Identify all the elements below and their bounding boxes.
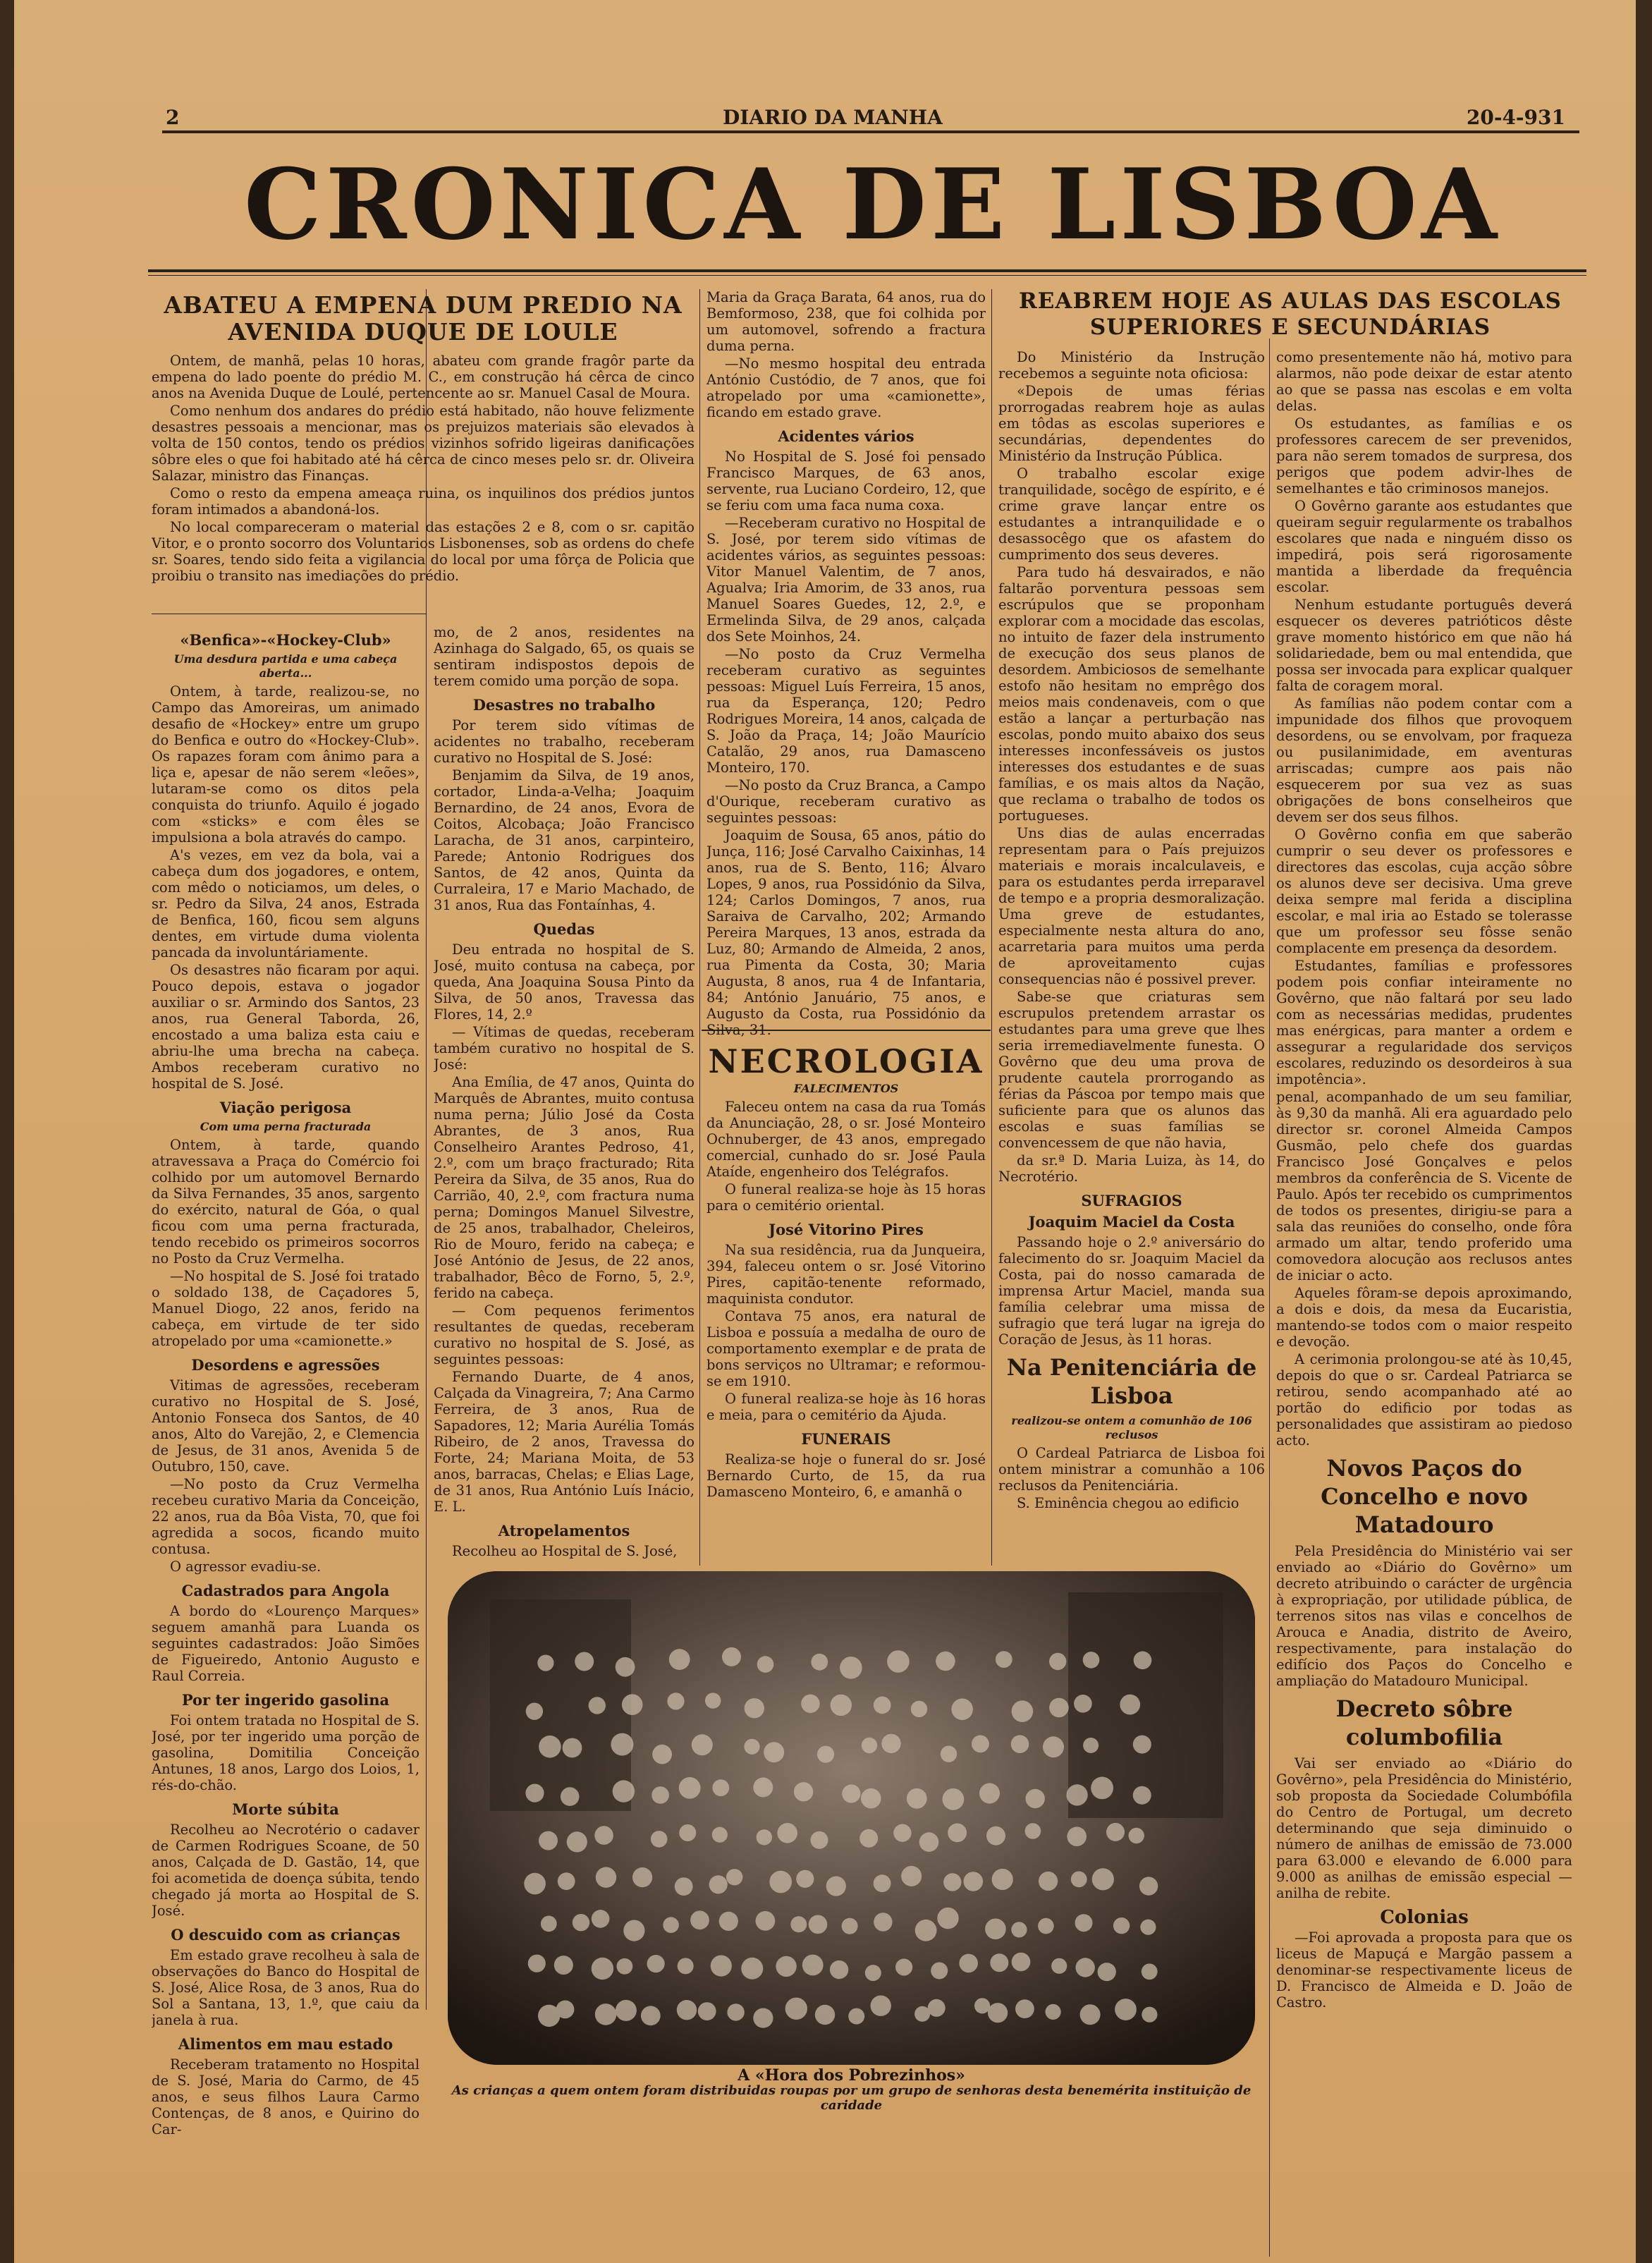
photo-figure-head: [561, 1787, 580, 1806]
newspaper-page: [14, 0, 1636, 2263]
photo-figure-head: [698, 2002, 716, 2020]
photo-figure-head: [526, 1703, 543, 1720]
photo-figure-head: [1071, 1872, 1087, 1888]
photo-figure-head: [1133, 1736, 1151, 1754]
photo-figure-head: [1142, 2007, 1157, 2023]
photo-figure-head: [1106, 1823, 1125, 1841]
photo-figure-head: [871, 1996, 891, 2016]
photo-figure-head: [722, 1647, 741, 1666]
photo-figure-head: [1025, 1823, 1041, 1839]
photo-figure-head: [986, 1826, 1005, 1846]
paragraph: Vitimas de agressões, receberam curativo no Hospital de S. José, Antonio Fonseca dos Santos, de 40 anos, Alto do Varejão, 2, e Clemencia de Jesus, de 31 anos, Avenida 5 de Outubro, 150, cave.: [152, 1377, 420, 1475]
paragraph: —Foi aprovada a proposta para que os liceus de Mapuçá e Margão passem a denominar-se respectivamente liceus de D. Francisco de Almeida e D. João de Castro.: [1276, 1929, 1572, 2011]
photo-figure-head: [796, 1870, 814, 1888]
photo-figure-head: [1129, 1828, 1144, 1843]
page-number: 2: [166, 106, 180, 129]
photo-figure-head: [943, 1788, 965, 1810]
photo-block: [448, 1571, 1255, 2113]
masthead-rule: [148, 269, 1586, 272]
paragraph: Por terem sido vítimas de acidentes no trabalho, receberam curativo no Hospital de S. José:: [434, 717, 695, 766]
subhead: Colonias: [1380, 1907, 1469, 1928]
photo-figure-head: [979, 1783, 1000, 1804]
photo-figure-head: [881, 1734, 900, 1753]
newspaper-name: DIARIO DA MANHA: [723, 106, 943, 129]
paragraph: penal, acompanhado de um seu familiar, às 9,30 da manhã. Ali era aguardado pelo director sr. coronel Almeida Campos Gusmão, pelo chefe dos guardas Francisco José Gonçalves e pelos membros da conferência de S. Vicente de Paulo. Após ter recebido os cumprimentos de todos os presentes, dirigiu-se para a sala das reuniões do conselho, onde fôra armado um altar, tendo proferido uma comovedora alocução aos reclusos antes de iniciar o acto.: [1276, 1089, 1572, 1283]
photo-figure-head: [840, 1657, 862, 1679]
paragraph: Do Ministério da Instrução recebemos a seguinte nota oficiosa:: [998, 349, 1265, 382]
photo-figure-head: [862, 1738, 877, 1753]
photo-figure-head: [1092, 1868, 1114, 1890]
photo-figure-head: [1120, 1695, 1140, 1715]
photo-figure-head: [613, 1780, 635, 1802]
subhead: «Benfica»-«Hockey-Club»: [180, 631, 391, 649]
paragraph: Para tudo há desvairados, e não faltarão porventura pessoas sem escrúpulos que se proponham explorar com a mocidade das escolas, no intuito de fazer dela instrumento de execução dos seus planos de desordem. Ambiciosos de semelhante estofo não hesitam no emprêgo dos meios mais condenaveis, com o que estão a lançar a perturbação nas escolas, pondo muito abaixo dos seus interesses inconfessáveis os justos interesses dos estudantes e de suas famílias, e os mais altos da Nação, que reclama o trabalho de todos os portugueses.: [998, 564, 1265, 824]
photo-figure-head: [959, 1954, 978, 1973]
photo-figure-head: [1046, 2004, 1061, 2020]
photo-figure-head: [809, 1915, 828, 1934]
paragraph: Fernando Duarte, de 4 anos, Calçada da Vinagreira, 7; Ana Carmo Ferreira, de 3 anos, Rua de Sapadores, 12; Maria Aurélia Tomás Ribeiro, de 2 anos, Travessa do Forte, 24; Mariana Moita, de 53 anos, barracas, Chelas; e Elias Lage, de 31 anos, Rua António Luís Inácio, E. L.: [434, 1369, 695, 1515]
photo-figure-head: [611, 1733, 633, 1756]
subhead: Alimentos em mau estado: [178, 2035, 393, 2053]
photo-figure-head: [811, 1831, 828, 1849]
section-masthead: CRONICA DE LISBOA: [244, 147, 1501, 262]
photo-figure-head: [1049, 1698, 1069, 1718]
photo-figure-head: [528, 1955, 546, 1972]
paragraph: Faleceu ontem na casa da rua Tomás da Anunciação, 28, o sr. José Monteiro Ochnuberger, de 43 anos, empregado comercial, cunhado do sr. José Paula Ataíde, engenheiro dos Telégrafos.: [706, 1099, 986, 1180]
photo-figure-head: [675, 1877, 693, 1896]
column-2: [434, 624, 695, 1562]
photo-figure-head: [1043, 1736, 1064, 1757]
photo-figure-head: [592, 1958, 613, 1980]
photo-figure-head: [826, 1877, 846, 1896]
photo-figure-head: [558, 1872, 575, 1890]
photo-figure-head: [1142, 1963, 1158, 1980]
photo-figure-head: [831, 1695, 852, 1716]
photo-figure-head: [622, 1694, 643, 1715]
subhead: Viação perigosa: [219, 1099, 352, 1116]
paragraph: Aqueles fôram-se depois aproximando, a dois e dois, da mesa da Eucaristia, mantendo-se todos com o maior respeito e devoção.: [1276, 1285, 1572, 1350]
paragraph: O Cardeal Patriarca de Lisboa foi ontem ministrar a comunhão a 106 reclusos da Penitenciária.: [998, 1445, 1265, 1494]
paragraph: «Depois de umas férias prorrogadas reabrem hoje as aulas em tôdas as escolas superiores e secundárias, dependentes do Ministério da Instrução Pública.: [998, 383, 1265, 464]
photo-figure-head: [964, 1872, 984, 1891]
column-5: [1276, 349, 1572, 2257]
paragraph: Como o resto da empena ameaça ruina, os inquilinos dos prédios juntos foram intimados a abandoná-los.: [152, 485, 695, 518]
photo-figure-head: [776, 1956, 796, 1977]
subhead: FUNERAIS: [801, 1430, 891, 1448]
photo-figure-head: [907, 1788, 927, 1809]
paragraph: O agressor evadiu-se.: [170, 1559, 322, 1575]
photo-figure-head: [1139, 1877, 1158, 1895]
subhead: Desordens e agressões: [191, 1356, 380, 1374]
photo-figure-head: [936, 1652, 955, 1671]
paragraph: Os desastres não ficaram por aqui. Pouco depois, estava o jogador auxiliar o sr. Armindo dos Santos, 23 anos, rua General Taborda, 26, encostado a uma baliza esta caiu e abriu-lhe uma brecha na cabeça. Ambos receberam curativo no hospital de S. José.: [152, 962, 420, 1092]
photo-figure-head: [616, 1657, 635, 1677]
paragraph: Estudantes, famílias e professores podem pois confiar inteiramente no Govêrno, que não faltará por seu lado com as necessárias medidas, prudentes mas enérgicas, para manter a ordem e assegurar a regularidade dos serviços escolares, reduzindo os desordeiros à sua impotência».: [1276, 958, 1572, 1087]
photo-figure-head: [911, 1701, 927, 1717]
paragraph: O Govêrno garante aos estudantes que queiram seguir regularmente os trabalhos escolares que nada e ninguém disso os impedirá, pois será rigorosamente mantida a liberdade da frequência escolar.: [1276, 498, 1572, 595]
photo-figure-head: [1051, 1958, 1067, 1974]
photo-figure-head: [1075, 1914, 1093, 1932]
photo-figure-head: [669, 1649, 690, 1670]
photo-figure-head: [937, 1908, 958, 1929]
photo-figure-head: [1091, 1777, 1113, 1800]
photo-figure-head: [1076, 1958, 1095, 1977]
subhead: Quedas: [533, 920, 595, 938]
paragraph: Vai ser enviado ao «Diário do Govêrno», pela Presidência do Ministério, sob proposta da Sociedade Columbófila do Centro de Portugal, um decreto determinando que seja diminuido o número de anilhas de emissão de 73.000 para 63.000 e elevando de 6.000 para 9.000 as anilhas de emissão especial — anilha de rebite.: [1276, 1755, 1572, 1901]
paragraph: A's vezes, em vez da bola, vai a cabeça dum dos jogadores, e ontem, com mêdo o noticiamos, um deles, o sr. Pedro da Silva, 24 anos, Estrada de Benfica, 160, ficou sem alguns dentes, em virtude duma violenta pancada da involuntáriamente.: [152, 847, 420, 960]
photo-figure-head: [1113, 1917, 1130, 1934]
paragraph: Como nenhum dos andares do prédio está habitado, não houve felizmente desastres pessoais a mencionar, mas os prejuizos materiais são elevados à volta de 150 contos, tendo os prédios vizinhos sofrido ligeiras danificações sôbre eles o que foi habitado até há cêrca de cinco meses pelo sr. dr. Oliveira Salazar, ministro das Finanças.: [152, 403, 695, 484]
photo-figure-head: [1133, 1786, 1151, 1805]
photo-figure-head: [652, 1745, 672, 1764]
issue-date: 20-4-931: [1466, 106, 1565, 129]
subhead: Desastres no trabalho: [472, 696, 656, 714]
paragraph: Joaquim de Sousa, 65 anos, pátio do Junça, 116; José Carvalho Caixinhas, 14 anos, rua de S. Bento, 116; Álvaro Lopes, 9 anos, rua Possidónio da Silva, 124; Carlos Domingos, 7 anos, rua Saraiva de Carvalho, 202; Armando Pereira Marques, 13 anos, estrada da Luz, 80; Armando de Almeida, 2 anos, rua Pimenta da Costa, 30; Maria Augusta, 8 anos, rua 4 de Infantaria, 84; António Januário, 75 anos, e Augusto da Costa, rua Possidónio da Silva, 31.: [706, 827, 986, 1038]
photo-figure-head: [539, 1736, 561, 1758]
subhead: Acidentes vários: [778, 427, 914, 445]
photo-figure-head: [556, 2001, 575, 2019]
photo-figure-head: [692, 1734, 713, 1755]
photo-figure-head: [865, 1965, 881, 1981]
subhead: SUFRAGIOS: [1081, 1192, 1182, 1209]
photo-figure-head: [1039, 1872, 1058, 1891]
photo-figure-head: [647, 1955, 665, 1972]
photo-figure-head: [679, 1824, 696, 1841]
paragraph: Recolheu ao Hospital de S. José,: [452, 1543, 678, 1559]
photo-figure-head: [848, 2008, 864, 2025]
photo-illustration: [448, 1571, 1255, 2065]
photo-figure-head: [901, 1866, 922, 1886]
article-empena: [152, 289, 695, 621]
subhead: Atropelamentos: [498, 1522, 630, 1539]
photo-figure-head: [943, 1873, 961, 1891]
paragraph: Passando hoje o 2.º aniversário do falecimento do sr. Joaquim Maciel da Costa, pai do nosso camarada de imprensa Artur Maciel, manda sua família celebrar uma missa de sufragio que terá lugar na igreja do Coração de Jesus, às 11 horas.: [998, 1234, 1265, 1348]
column-4: [998, 349, 1265, 1562]
photo-figure-head: [974, 1998, 990, 2013]
kicker: Com uma perna fracturada: [200, 1120, 372, 1133]
paragraph: Receberam tratamento no Hospital de S. José, Maria do Carmo, de 45 anos, e seus filhos Laura Carmo Contenças, de 8 anos, e Quirino do Car-: [152, 2056, 420, 2137]
photo-figure-head: [972, 1736, 989, 1753]
paragraph: Benjamim da Silva, de 19 anos, cortador, Linda-a-Velha; Joaquim Bernardino, de 24 anos, Evora de Coitos, Alcobaça; João Francisco Laracha, de 31 anos, carpinteiro, Parede; Antonio Rodrigues dos Santos, de 42 anos, Quinta da Curraleira, 17 e Mario Machado, de 31 anos, Rua das Fontaínhas, 4.: [434, 767, 695, 913]
photo-figure-head: [941, 1746, 957, 1762]
subhead: O descuido com as crianças: [171, 1926, 400, 1944]
photo-caption-text: As crianças a quem ontem foram distribuidas roupas por um grupo de senhoras desta benemérita instituição de caridade: [451, 2083, 1252, 2113]
photo-figure-head: [931, 1963, 948, 1980]
page-header: [152, 106, 1593, 129]
paragraph: Em estado grave recolheu à sala de observações do Banco do Hospital de S. José, Alice Rosa, de 3 anos, Rua do Sol a Santana, 13, 1.º, que caiu da janela à rua.: [152, 1947, 420, 2028]
photo-figure-head: [928, 1999, 946, 2017]
photo-figure-head: [541, 1916, 557, 1932]
photo-figure-head: [1067, 1784, 1088, 1805]
photo-figure-head: [705, 1692, 721, 1708]
photo-figure-head: [1026, 1789, 1045, 1808]
paragraph: —No mesmo hospital deu entrada António Custódio, de 7 anos, que foi atropelado por uma «camionette», ficando em estado grave.: [706, 355, 986, 420]
photo-figure-head: [874, 1874, 891, 1892]
photo-figure-head: [690, 1910, 709, 1929]
headline-empena: ABATEU A EMPENA DUM PREDIO NA AVENIDA DUQUE DE LOULE: [164, 291, 683, 346]
photo-figure-head: [1038, 1918, 1054, 1934]
paragraph: A cerimonia prolongou-se até às 10,45, depois do que o sr. Cardeal Patriarca se retirou, sendo acompanhado até ao portão do edificio por todas as personalidades que assistiram ao piedoso acto.: [1276, 1351, 1572, 1448]
photo-figure-head: [1015, 1999, 1034, 2018]
paragraph: como presentemente não há, motivo para alarmos, não pode deixar de estar atento ao que se passa nas escolas e em volta delas.: [1276, 349, 1572, 414]
paragraph: Na sua residência, rua da Junqueira, 394, faleceu ontem o sr. José Vitorino Pires, capitão-tenente reformado, maquinista condutor.: [706, 1242, 986, 1307]
photo-figure-head: [1080, 2004, 1101, 2025]
photo-figure-head: [726, 1869, 742, 1885]
paragraph: O funeral realiza-se hoje às 15 horas para o cemitério oriental.: [706, 1181, 986, 1214]
photo-figure-head: [595, 2003, 617, 2025]
photo-figure-head: [801, 1695, 819, 1713]
photo-figure-head: [988, 2003, 1008, 2023]
paragraph: Maria da Graça Barata, 64 anos, rua do Bemformoso, 238, que foi colhida por um automovel, sofrendo a fractura duma perna.: [706, 289, 986, 354]
photo-figure-head: [811, 1654, 828, 1671]
paragraph: Deu entrada no hospital de S. José, muito contusa na cabeça, por queda, Ana Joaquina Sousa Pinto da Silva, de 50 anos, Travessa das Flores, 14, 2.º: [434, 941, 695, 1023]
photo-figure-head: [790, 1916, 807, 1932]
photo-figure-head: [830, 1960, 848, 1979]
photo-figure-head: [617, 1958, 633, 1975]
photo-figure-head: [679, 1777, 701, 1799]
headline-aulas: REABREM HOJE AS AULAS DAS ESCOLAS SUPERIORES E SECUNDÁRIAS: [1019, 288, 1562, 340]
photo-figure-head: [573, 1914, 589, 1931]
photo-figure-head: [802, 1955, 824, 1976]
photo-figure-head: [915, 1920, 937, 1941]
subhead: Cadastrados para Angola: [181, 1582, 390, 1599]
photo-figure-head: [893, 1824, 911, 1842]
photo-figure-head: [1083, 1738, 1099, 1753]
photo-figure-head: [1074, 1695, 1092, 1713]
photo-figure-head: [651, 1786, 669, 1804]
photo-figure-head: [678, 1958, 694, 1974]
photo-figure-head: [1012, 1953, 1031, 1972]
photo-figure-head: [554, 1956, 573, 1975]
headline-decreto: Decreto sôbre columbofilia: [1335, 1695, 1513, 1750]
photo-figure-head: [842, 1918, 858, 1934]
paragraph: da sr.ª D. Maria Luiza, às 14, do Necrotério.: [998, 1152, 1265, 1185]
kicker: Uma desdura partida e uma cabeça aberta...: [173, 652, 398, 680]
masthead-rule-thin: [148, 275, 1586, 276]
photo-figure-head: [859, 1829, 878, 1848]
photo-figure-head: [996, 1651, 1012, 1668]
subhead: Por ter ingerido gasolina: [181, 1691, 390, 1709]
paragraph: — Vítimas de quedas, receberam também curativo no hospital de S. José:: [434, 1024, 695, 1073]
photo-figure-head: [842, 1784, 860, 1803]
photo-figure-head: [632, 1867, 652, 1887]
paragraph: Pela Presidência do Ministério vai ser enviado ao «Diário do Govêrno» um decreto atribuindo o carácter de urgência à expropriação, por utilidade pública, de terrenos sitos nas vilas e concelhos de Arouca e Anadia, distrito de Aveiro, respectivamente, para instalação do edifício dos Paços do Concelho e ampliação do Matadouro Municipal.: [1276, 1543, 1572, 1689]
photo-figure-head: [753, 2008, 773, 2028]
photo-figure-head: [709, 1875, 728, 1893]
column-1: [152, 624, 420, 2257]
kicker: FALECIMENTOS: [793, 1082, 899, 1095]
photo-figure-head: [727, 2003, 744, 2020]
paragraph: mo, de 2 anos, residentes na Azinhaga do Salgado, 65, os quais se sentiram indispostos depois de terem comido uma porção de sopa.: [434, 624, 695, 689]
photo-figure-head: [525, 1784, 544, 1803]
photo-figure-head: [616, 2000, 637, 2021]
photo-figure-head: [764, 1742, 784, 1762]
paragraph: No local compareceram o material das estações 2 e 8, com o sr. capitão Vitor, e o pronto socorro dos Voluntarios Lisbonenses, sob as ordens do chefe sr. Soares, tendo sido feita a vigilancia do local por uma fôrça de Policia que proibiu o transito nas imediações do prédio.: [152, 519, 695, 584]
photo-figure-head: [667, 1692, 684, 1709]
paragraph: Realiza-se hoje o funeral do sr. José Bernardo Curto, de 15, da rua Damasceno Monteiro, 6, e amanhã o: [706, 1451, 986, 1500]
paragraph: —No posto da Cruz Branca, a Campo d'Ourique, receberam curativo as seguintes pessoas:: [706, 777, 986, 826]
photo-figure-head: [756, 1911, 776, 1931]
paragraph: O funeral realiza-se hoje às 16 horas e meia, para o cemitério da Ajuda.: [706, 1391, 986, 1423]
subhead: José Vitorino Pires: [769, 1221, 924, 1238]
paragraph: Contava 75 anos, era natural de Lisboa e possuía a medalha de ouro de comportamento exemplar e de prata de bons serviços no Ultramar; e reformou-se em 1910.: [706, 1308, 986, 1389]
photo-figure-head: [757, 1829, 772, 1845]
paragraph: Sabe-se que criaturas sem escrupulos pretendem arrastar os estudantes para uma greve que lhes seria irremediavelmente funesta. O Govêrno que deu uma prova de prudente cautela prorrogando as férias da Páscoa por tempo mais que suficiente para que os alunos das escolas e suas famílias se convencessem de que não havia,: [998, 989, 1265, 1151]
photo-figure-head: [567, 1831, 587, 1852]
photo-figure-head: [712, 1779, 729, 1796]
column-divider: [699, 289, 700, 1566]
section-title-necrologia: NECROLOGIA: [708, 1042, 984, 1080]
photo-figure-head: [537, 1655, 553, 1671]
photo-figure-head: [753, 1778, 773, 1798]
paragraph: No Hospital de S. José foi pensado Francisco Marques, de 63 anos, servente, rua Luciano Cordeiro, 12, que se feriu com uma faca numa coxa.: [706, 449, 986, 513]
photo-figure-head: [1140, 1920, 1156, 1935]
article-aulas-header: [998, 286, 1583, 342]
photo-figure-head: [651, 1831, 668, 1848]
column-3: [706, 289, 986, 1562]
paragraph: A bordo do «Lourenço Marques» seguem amanhã para Luanda os seguintes cadastrados: João Simões de Figueiredo, Antonio Augusto e Raul Correia.: [152, 1603, 420, 1684]
paragraph: S. Eminência chegou ao edificio: [1017, 1495, 1240, 1511]
photo-figure-head: [641, 2006, 661, 2025]
photo-figure-head: [575, 1652, 594, 1671]
headline-penitenciaria: Na Penitenciária de Lisboa: [1006, 1354, 1257, 1409]
photo-figure-head: [1012, 1700, 1034, 1722]
photo-figure-head: [596, 1867, 616, 1888]
paragraph: —No posto da Cruz Vermelha receberam curativo as seguintes pessoas: Miguel Luís Ferreira, 15 anos, rua da Esperança, 120; Pedro Rodrigues Moreira, 14 anos, calçada de S. João da Praça, 14; João Maurício Catalão, 29 anos, rua Damasceno Monteiro, 170.: [706, 646, 986, 776]
paragraph: Recolheu ao Necrotério o cadaver de Carmen Rodrigues Scoane, de 50 anos, Calçada de D. Gastão, 14, que foi acometida de doença súbita, tendo chegado já morta ao Hospital de S. José.: [152, 1822, 420, 1919]
photo-figure-head: [985, 1919, 1006, 1940]
photo-figure-head: [769, 1871, 792, 1893]
photo-figure-head: [919, 1832, 939, 1852]
group-photo-children: [448, 1571, 1255, 2065]
paragraph: Foi ontem tratada no Hospital de S. José, por ter ingerido uma porção de gasolina, Domitilia Conceição Antunes, 18 anos, Largo dos Loios, 1, rés-do-chão.: [152, 1712, 420, 1793]
photo-figure-head: [757, 1656, 774, 1673]
photo-figure-head: [777, 1823, 797, 1843]
photo-figure-head: [719, 1912, 738, 1931]
photo-figure-head: [1049, 1653, 1066, 1670]
column-divider: [991, 289, 992, 1566]
photo-figure-head: [677, 2000, 697, 2020]
photo-figure-head: [815, 2005, 835, 2025]
photo-figure-head: [744, 1739, 759, 1755]
photo-figure-head: [951, 1699, 973, 1721]
photo-figure-head: [592, 1910, 610, 1928]
photo-figure-head: [1098, 1963, 1116, 1981]
paragraph: O trabalho escolar exige tranquilidade, socêgo de espírito, e é crime grave lançar entre os estudantes a intranquilidade e o desassocêgo que os afastem do cumprimento dos seus deveres.: [998, 465, 1265, 563]
paragraph: Ontem, de manhã, pelas 10 horas, abateu com grande fragôr parte da empena do lado poente do prédio M. C., em construção há cêrca de cinco anos na Avenida Duque de Loulé, pertencente ao sr. Manuel Casal de Moura.: [152, 353, 695, 401]
photo-figure-head: [874, 1913, 892, 1931]
photo-figure-head: [794, 1782, 813, 1801]
photo-figure-head: [1011, 1922, 1027, 1937]
photo-figure-head: [990, 1953, 1008, 1972]
photo-figure-head: [623, 1920, 644, 1941]
paragraph: Ana Emília, de 47 anos, Quinta do Marquês de Abrantes, muito contusa numa perna; Júlio José da Costa Abrantes, de 3 anos, Rua Conselheiro Arantes Pedroso, 41, 2.º, com um braço fracturado; Rita Pereira da Silva, de 35 anos, Rua do Carrião, 40, 2.º, com fractura numa perna; Domingos Manuel Silvestre, de 25 anos, trabalhador, Cheleiros, Rio de Mouro, ferido na cabeça; e José António de Jesus, de 22 anos, trabalhador, Bêco de Forno, 5, 2.º, ferido na cabeça.: [434, 1074, 695, 1301]
photo-figure-head: [711, 1956, 732, 1977]
paragraph: Uns dias de aulas encerradas representam para o País prejuizos materiais e morais incalculaveis, e para os estudantes perda irreparavel de tempo e a propria desmoralização. Uma greve de estudantes, especialmente nesta altura do ano, acarretaria para muitos uma perda de aproveitamento cujas consequencias não é possivel prever.: [998, 825, 1265, 987]
kicker: realizou-se ontem a comunhão de 106 reclusos: [1011, 1414, 1252, 1441]
photo-figure-head: [712, 1827, 728, 1843]
photo-figure-head: [539, 1831, 558, 1850]
paragraph: Ontem, à tarde, realizou-se, no Campo das Amoreiras, um animado desafio de «Hockey» entre um grupo do Benfica e outro do «Hockey-Club». Os rapazes foram com ânimo para a liça e, apesar de não serem «leões», lutaram-se como os ditos pela conquista do triunfo. Aquilo é jogado com «sticks» e com êles se impulsiona a bola através do campo.: [152, 683, 420, 846]
photo-figure-head: [1067, 1826, 1087, 1846]
headline-pacos: Novos Paços do Concelho e novo Matadouro: [1321, 1455, 1528, 1538]
photo-figure-head: [817, 1746, 834, 1763]
photo-figure-head: [861, 1788, 881, 1809]
paragraph: As famílias não podem contar com a impunidade dos filhos que provoquem desordens, ou se envolvam, por fraqueza ou pusilanimidade, em aventuras arriscadas; cumpre aos pais não esquecerem por sua vez as suas obrigações de bons conselheiros que devem ser dos seus filhos.: [1276, 695, 1572, 825]
header-rule: [162, 130, 1579, 133]
subhead: Morte súbita: [232, 1800, 339, 1818]
photo-figure-head: [785, 1998, 807, 2020]
photo-figure-head: [741, 1958, 763, 1980]
paragraph: Nenhum estudante português deverá esquecer os deveres patrióticos dêste grave momento histórico em que não há solidariedade, bem ou mal entendida, que possa ser invocada para explicar qualquer falta de coragem moral.: [1276, 597, 1572, 694]
photo-caption-title: A «Hora dos Pobrezinhos»: [738, 2066, 965, 2085]
photo-figure-head: [948, 1824, 967, 1843]
column-divider: [1269, 338, 1270, 2257]
photo-figure-head: [895, 1958, 912, 1975]
photo-figure-head: [1011, 1735, 1029, 1753]
paragraph: —No posto da Cruz Vermelha recebeu curativo Maria da Conceição, 22 anos, rua da Bôa Vista, 70, que foi agredida a socos, ficando muito contusa.: [152, 1476, 420, 1557]
photo-figure-head: [887, 1650, 910, 1673]
photo-figure-head: [1115, 1999, 1137, 2020]
photo-figure-head: [874, 1697, 891, 1714]
photo-figure-head: [992, 1869, 1013, 1890]
photo-figure-head: [563, 1738, 582, 1758]
paragraph: O Govêrno confia em que saberão cumprir o seu dever os professores e directores das escolas, cuja acção sôbre os alunos deve ser decisiva. Uma greve deixa sempre mal ferida a disciplina escolar, e mal iria ao Estado se tolerasse que um professor seu fôsse senão complacente em presença da desordem.: [1276, 826, 1572, 956]
photo-figure-head: [1134, 1652, 1152, 1670]
photo-figure-head: [524, 1873, 546, 1895]
paragraph: — Com pequenos ferimentos resultantes de quedas, receberam curativo no hospital de S. José, as seguintes pessoas:: [434, 1303, 695, 1367]
paragraph: Os estudantes, as famílias e os professores carecem de ser prevenidos, para não serem tomados de surpresa, dos perigos que podem advir-lhes de semelhantes e tão criminosos manejos.: [1276, 415, 1572, 496]
photo-figure-head: [663, 1917, 679, 1933]
photo-figure-head: [1083, 1652, 1100, 1669]
subhead: Joaquim Maciel da Costa: [1028, 1213, 1235, 1231]
photo-figure-head: [594, 1826, 613, 1845]
photo-figure-head: [745, 1698, 764, 1718]
paragraph: —No hospital de S. José foi tratado o soldado 138, de Caçadores 5, Manuel Diogo, 22 anos, ferido na cabeça, em virtude de ter sido atropelado por uma «camionette.»: [152, 1268, 420, 1349]
paragraph: Ontem, à tarde, quando atravessava a Praça do Comércio foi colhido por um automovel Bernardo da Silva Fernandes, 35 anos, sargento do exército, natural de Góa, o qual ficou com uma perna fracturada, tendo recebido os primeiros socorros no Posto da Cruz Vermelha.: [152, 1137, 420, 1267]
photo-figure-head: [589, 1697, 606, 1714]
paragraph: —Receberam curativo no Hospital de S. José, por terem sido vítimas de acidentes vários, as seguintes pessoas: Vitor Manuel Valentim, de 7 anos, Agualva; Iria Amorim, de 33 anos, rua Manuel Soares Guedes, 12, 2.º, e Ermelinda Silva, de 29 anos, calçada dos Sete Moinhos, 24.: [706, 515, 986, 645]
